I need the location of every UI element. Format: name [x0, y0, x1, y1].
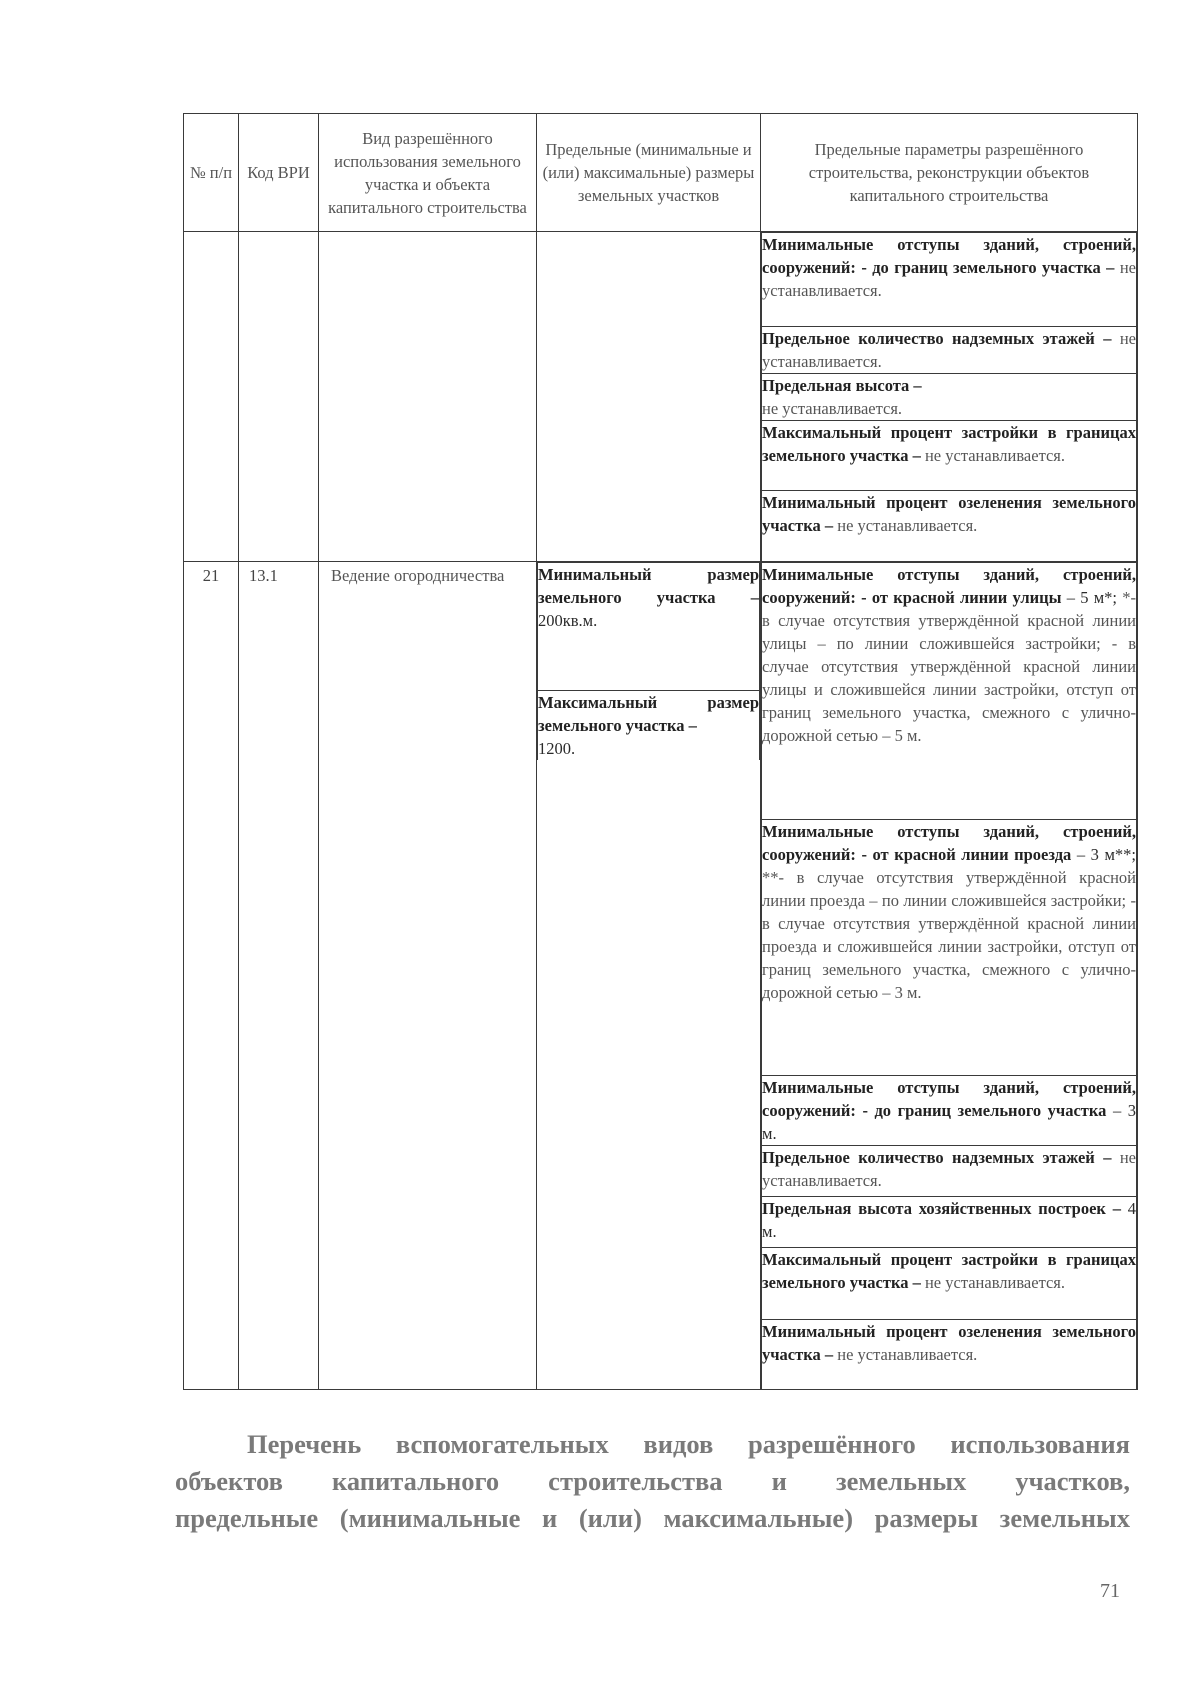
- header-params: Предельные параметры разрешённого строительства, реконструкции объектов капитального строительства: [761, 114, 1138, 232]
- params-cell: [761, 232, 1138, 562]
- header-sizes: Предельные (минимальные и (или) максимальные) размеры земельных участков: [537, 114, 761, 232]
- vri-name: Ведение огородничества: [319, 561, 537, 1390]
- param-item: Предельная высота хозяйственных построек – 4 м.: [762, 1196, 1137, 1247]
- param-item: Минимальные отступы зданий, строений, сооружений: - от красной линии улицы – 5 м*; *- в случае отсутствия утверждённой красной линии улицы – по линии сложившейся застройки; - в случае отсутствия утверждённой красной линии улицы и сложившейся линии застройки, отступ от границ земельного участка, смежного с улично-дорожной сетью – 5 м.: [762, 562, 1137, 819]
- table-row-continuation: [184, 232, 1138, 562]
- param-item: Минимальный процент озеленения земельного участка – не устанавливается.: [762, 491, 1137, 561]
- page-number: 71: [1100, 1580, 1120, 1602]
- section-heading: Перечень вспомогательных видов разрешённого использования объектов капитального строительства и земельных участков, предельные (минимальные и (или) максимальные) размеры земельных: [175, 1429, 1130, 1533]
- row-number: 21: [184, 561, 239, 1390]
- max-size: Максимальный размер земельного участка – 1200.: [538, 690, 760, 760]
- table-header-row: [184, 114, 1138, 232]
- min-size: Минимальный размер земельного участка – 200кв.м.: [538, 562, 760, 690]
- param-item: Максимальный процент застройки в границах земельного участка – не устанавливается.: [762, 421, 1137, 491]
- param-item: Минимальные отступы зданий, строений, сооружений: - до границ земельного участка – не устанавливается.: [762, 233, 1137, 327]
- header-code: Код ВРИ: [239, 114, 319, 232]
- param-item: Минимальный процент озеленения земельного участка – не устанавливается.: [762, 1319, 1137, 1389]
- param-item: Предельное количество надземных этажей – не устанавливается.: [762, 1145, 1137, 1196]
- param-item: Предельная высота – не устанавливается.: [762, 374, 1137, 421]
- params-cell: [761, 561, 1138, 1390]
- zoning-table: [183, 113, 1138, 1390]
- param-item: Минимальные отступы зданий, строений, сооружений: - до границ земельного участка – 3 м.: [762, 1075, 1137, 1145]
- header-num: № п/п: [184, 114, 239, 232]
- table-row-21: [184, 561, 1138, 1390]
- param-item: Минимальные отступы зданий, строений, сооружений: - от красной линии проезда – 3 м**; **- в случае отсутствия утверждённой красной линии проезда – по линии сложившейся застройки; - в случае отсутствия утверждённой красной линии проезда и сложившейся линии застройки, отступ от границ земельного участка, смежного с улично-дорожной сетью – 3 м.: [762, 819, 1137, 1075]
- sizes-cell: [537, 561, 761, 1390]
- vri-code: 13.1: [239, 561, 319, 1390]
- param-item: Максимальный процент застройки в границах земельного участка – не устанавливается.: [762, 1247, 1137, 1319]
- param-item: Предельное количество надземных этажей – не устанавливается.: [762, 327, 1137, 374]
- header-vri: Вид разрешённого использования земельного участка и объекта капитального строительства: [319, 114, 537, 232]
